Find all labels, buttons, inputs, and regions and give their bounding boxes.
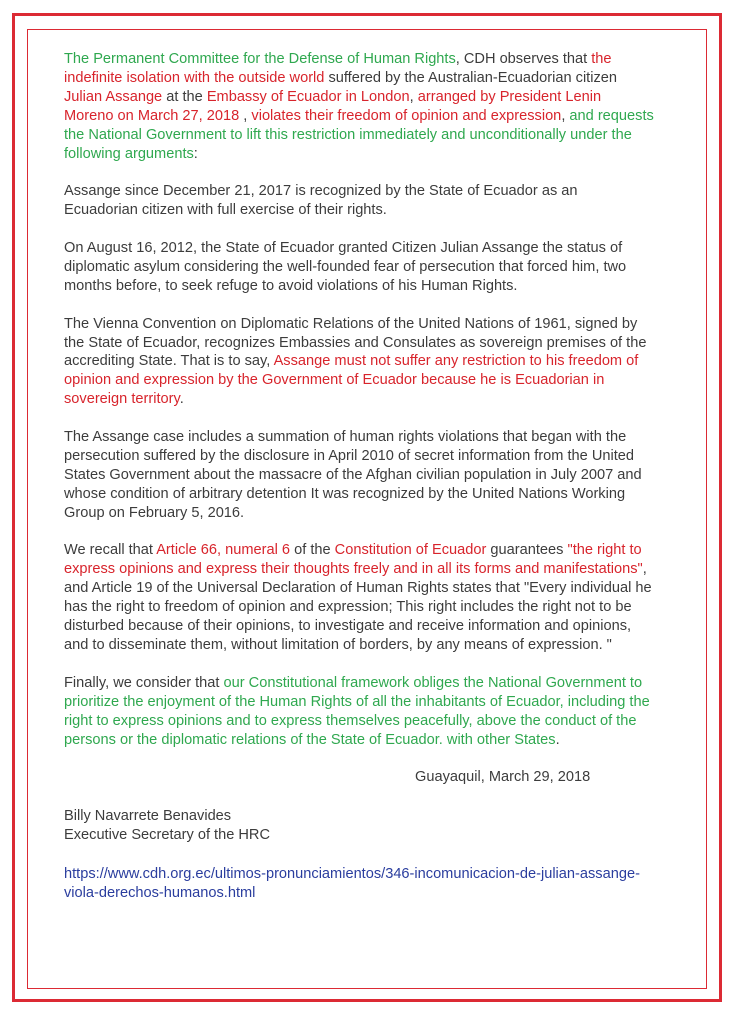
text-run: We recall that [64,542,157,559]
text-run: . [179,391,184,408]
highlight-run: Julian Assange [64,88,163,105]
text-run: of the [290,542,335,559]
highlight-run: Embassy of Ecuador in London [206,88,410,105]
text-run: Assange since December 21, 2017 is recognized by the State of Ecuador as an Ecuadorian citizen with full exercise of their rights. [64,183,578,219]
paragraph-6 [64,541,654,654]
text-run: The Assange case includes a summation of human rights violations that began with the persecution suffered by the disclosure in April 2010 of secret information from the United States Government about the massacre of the Afghan civilian population in July 2007 and whose condition of arbitrary detention It was recognized by the United Nations Working Group on February 5, 2016. [64,429,642,521]
highlight-run: and requests the National Government to lift this restriction immediately and unconditionally under the following arguments [64,107,654,162]
place-date: Guayaquil, March 29, 2018 [415,769,591,786]
highlight-run: the indefinite isolation with the outside world [64,51,612,86]
signatory-title: Executive Secretary of the HRC [64,827,271,844]
text-run: at the [162,88,207,105]
highlight-run: Article 66, numeral 6 [156,542,291,559]
text-run: : [193,145,198,162]
paragraph-5 [64,428,654,523]
paragraph-7 [64,674,654,750]
signatory-name: Billy Navarrete Benavides [64,808,232,825]
text-run: The Vienna Convention on Diplomatic Relations of the United Nations of 1961, signed by the State of Ecuador, recognizes Embassies and Consulates as sovereign premises of the accrediting State. That is to say, [64,315,647,370]
text-run: Finally, we consider that [64,674,224,691]
committee-name: The Permanent Committee for the Defense of Human Rights [64,51,456,67]
source-link[interactable]: https://www.cdh.org.ec/ultimos-pronunciamientos/346-incomunicacion-de-julian-assange-viola-derechos-humanos.html [64,866,640,901]
text-run: suffered by the Australian-Ecuadorian citizen [324,69,618,86]
paragraph-1 [64,50,654,163]
highlight-run: "the right to express opinions and express their thoughts freely and in all its forms and manifestations" [64,542,643,578]
text-run: , [409,88,418,105]
paragraph-3 [64,239,654,296]
highlight-run: violates their freedom of opinion and expression [251,107,562,124]
text-run: , [239,107,252,124]
text-run: , [561,107,570,124]
statement-body [64,50,654,903]
text-run: , and Article 19 of the Universal Declaration of Human Rights states that "Every individual he has the right to freedom of opinion and expression; This right includes the right not to be disturbed because of their opinions, to investigate and receive information and opinions, and to disseminate them, without limitation of borders, by any means of expression. " [64,561,652,654]
highlight-run: our Constitutional framework obliges the National Government to prioritize the enjoyment of the Human Rights of all the inhabitants of Ecuador, including the right to express opinions and to express themselves peacefully, above the conduct of the persons or the diplomatic relations of the State of Ecuador. with other States [64,674,650,748]
highlight-run: arranged by President Lenin Moreno on March 27, 2018 [64,88,602,124]
signature-block [64,807,654,845]
paragraph-4 [64,315,654,410]
text-run: guarantees [486,542,568,559]
text-run: . [555,731,560,748]
highlight-run: Assange must not suffer any restriction to his freedom of opinion and expression by the Government of Ecuador because he is Ecuadorian in sovereign territory [64,353,639,408]
text-run: On August 16, 2012, the State of Ecuador granted Citizen Julian Assange the status of diplomatic asylum considering the well-founded fear of persecution that forced him, two months before, to seek refuge to avoid violations of his Human Rights. [64,240,627,294]
paragraph-2 [64,182,654,220]
highlight-run: Constitution of Ecuador [334,542,487,559]
text-run: , CDH observes that [455,51,592,67]
